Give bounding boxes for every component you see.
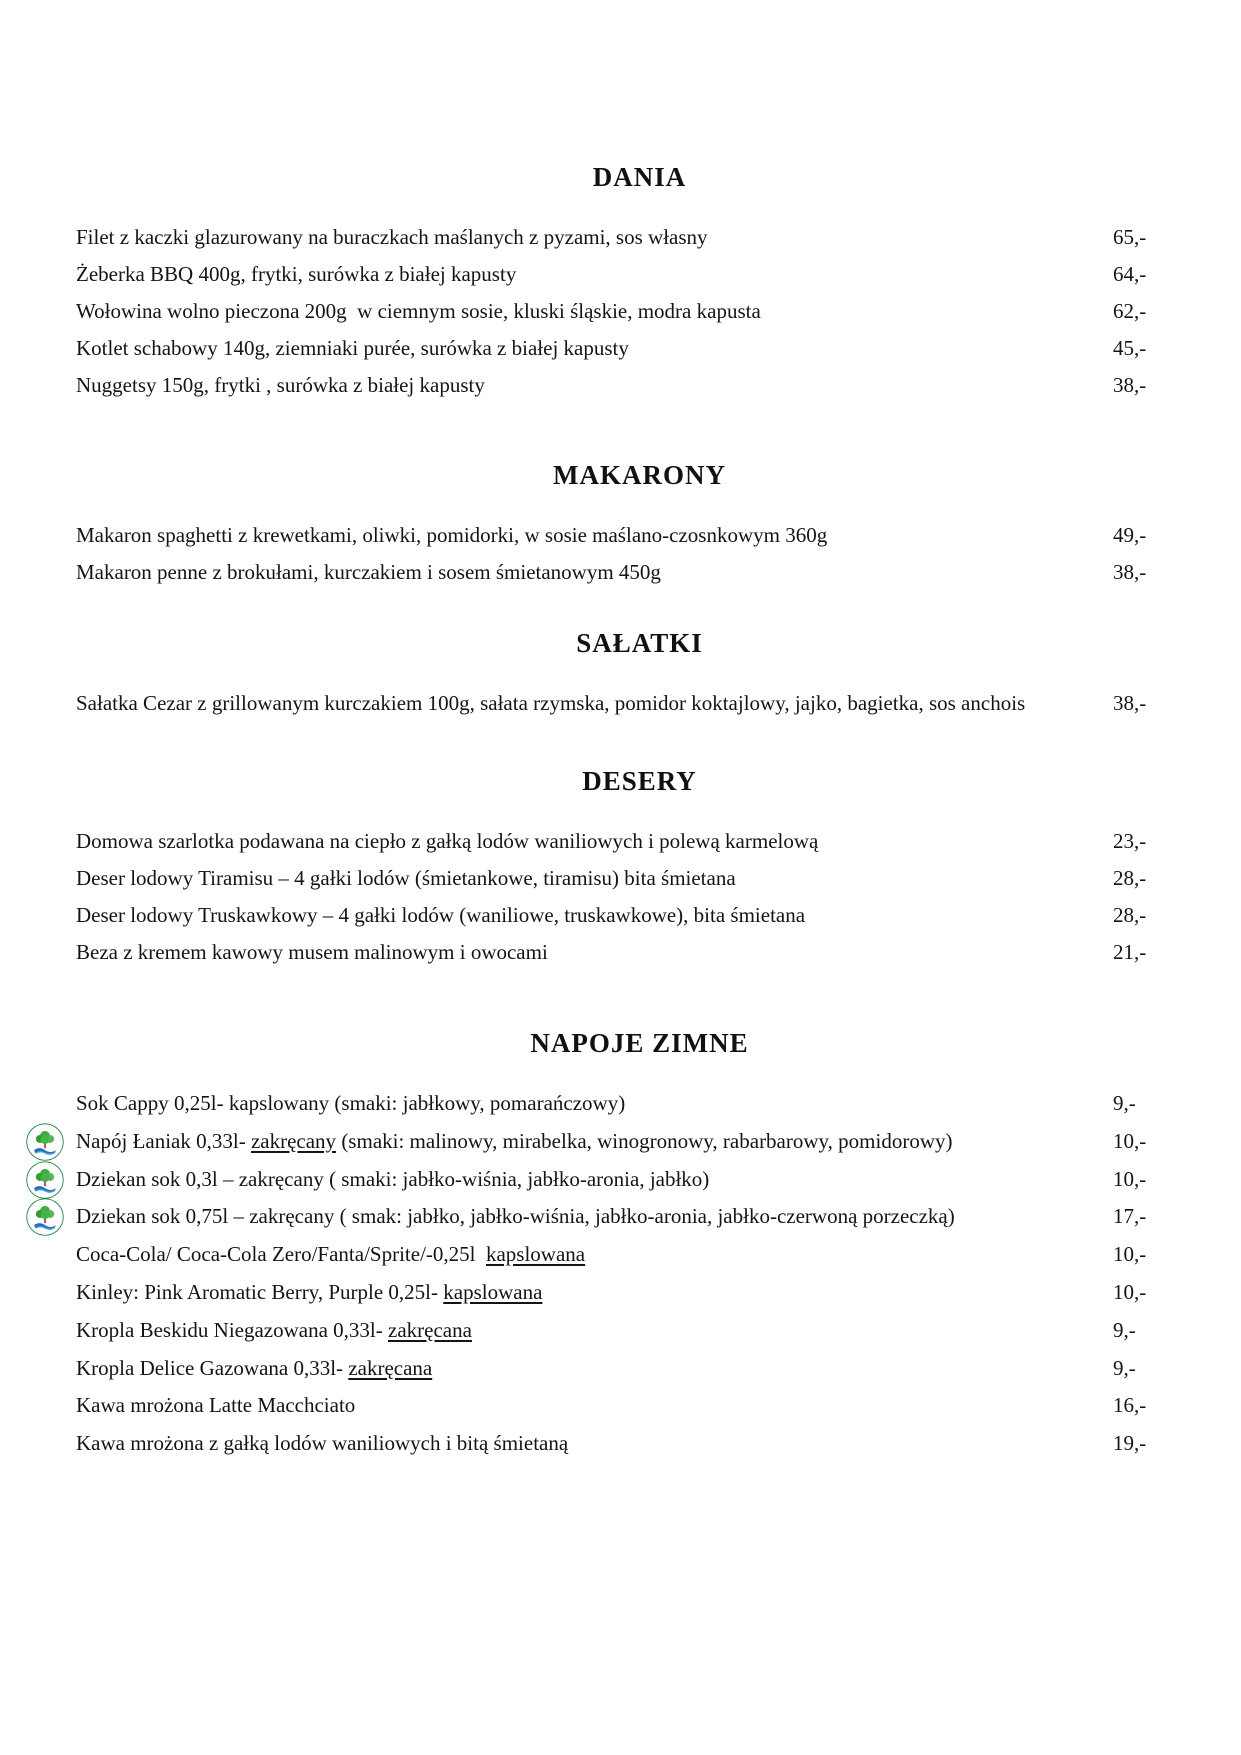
section-items: [76, 685, 1203, 722]
section-items: [76, 219, 1203, 404]
item-text: Kawa mrożona Latte Macchciato: [76, 1393, 356, 1418]
item-text: Deser lodowy Truskawkowy – 4 gałki lodów (waniliowe, truskawkowe), bita śmietana: [76, 903, 806, 927]
item-text-part: Kropla Delice Gazowana 0,33l-: [76, 1355, 349, 1380]
item-price: 10,-: [1113, 1242, 1147, 1267]
item-text: [76, 1274, 1113, 1312]
menu-item-row: [76, 934, 1203, 971]
section-title: MAKARONY: [553, 460, 726, 490]
item-text: Nuggetsy 150g, frytki , surówka z białej kapusty: [76, 373, 485, 397]
menu-item-row: [76, 219, 1203, 256]
menu-section: [76, 630, 1203, 722]
item-price: 23,-: [1113, 829, 1147, 853]
menu-item-row: [76, 897, 1203, 934]
item-text: Makaron spaghetti z krewetkami, oliwki, pomidorki, w sosie maślano-czosnkowym 360g: [76, 523, 828, 547]
item-price: 65,-: [1113, 225, 1147, 249]
item-price: 38,-: [1113, 560, 1147, 584]
item-text-part: kapslowana: [443, 1279, 543, 1304]
item-price: 49,-: [1113, 523, 1147, 547]
menu-item-row: [76, 1274, 1203, 1312]
item-text-part: zakręcany: [250, 1128, 337, 1153]
item-text: Dziekan sok 0,3l – zakręcany ( smaki: jabłko-wiśnia, jabłko-aronia, jabłko): [76, 1166, 710, 1191]
item-text: [76, 1236, 1113, 1274]
menu-item-row: [76, 1198, 1203, 1236]
section-title: DESERY: [582, 766, 697, 796]
item-price: 64,-: [1113, 262, 1147, 286]
item-text-part: (smaki: malinowy, mirabelka, winogronowy, rabarbarowy, pomidorowy): [336, 1128, 953, 1153]
menu-section: [76, 462, 1203, 591]
item-text-part: Kinley: Pink Aromatic Berry, Purple 0,25l-: [76, 1279, 444, 1304]
menu-item-row: [76, 554, 1203, 591]
item-price: 19,-: [1113, 1431, 1147, 1456]
item-price: 38,-: [1113, 691, 1147, 715]
section-items: [76, 823, 1203, 971]
menu-item-row: [76, 685, 1203, 722]
dolina-baryczy-poleca-icon: [26, 1198, 64, 1236]
menu-section: [76, 1030, 1203, 1463]
section-title: NAPOJE ZIMNE: [530, 1028, 749, 1058]
menu-item-row: [76, 1387, 1203, 1425]
section-items: [76, 1085, 1203, 1463]
item-text: Dziekan sok 0,75l – zakręcany ( smak: jabłko, jabłko-wiśnia, jabłko-aronia, jabłko-czerwoną porzeczką): [76, 1204, 955, 1229]
menu-item-row: [76, 860, 1203, 897]
menu-item-row: [76, 367, 1203, 404]
item-text: Kotlet schabowy 140g, ziemniaki purée, surówka z białej kapusty: [76, 336, 629, 360]
item-text: [76, 1123, 1113, 1161]
item-text-part: zakręcana: [348, 1355, 433, 1380]
menu-item-row: [76, 1312, 1203, 1350]
menu-item-row: [76, 1236, 1203, 1274]
menu-item-row: [76, 1123, 1203, 1161]
item-text: Filet z kaczki glazurowany na buraczkach maślanych z pyzami, sos własny: [76, 225, 708, 249]
item-text-part: kapslowana: [485, 1242, 586, 1267]
menu-item-row: [76, 1161, 1203, 1199]
menu-item-row: [76, 517, 1203, 554]
menu-item-row: [76, 330, 1203, 367]
item-price: 9,-: [1113, 1091, 1136, 1115]
section-title: DANIA: [592, 162, 687, 192]
item-text: Żeberka BBQ 400g, frytki, surówka z białej kapusty: [76, 262, 517, 286]
item-price: 21,-: [1113, 940, 1147, 964]
item-price: 38,-: [1113, 373, 1147, 397]
item-price: 28,-: [1113, 866, 1147, 890]
item-text: Sałatka Cezar z grillowanym kurczakiem 100g, sałata rzymska, pomidor koktajlowy, jajko, bagietka, sos anchois: [76, 691, 1026, 715]
dolina-baryczy-poleca-icon: [26, 1123, 64, 1161]
item-price: 10,-: [1113, 1279, 1147, 1304]
menu-item-row: [76, 1085, 1203, 1123]
menu-section: [76, 768, 1203, 971]
item-text-part: zakręcana: [388, 1317, 472, 1342]
item-price: 16,-: [1113, 1393, 1147, 1418]
item-price: 62,-: [1113, 299, 1147, 323]
item-price: 28,-: [1113, 903, 1147, 927]
menu-item-row: [76, 1425, 1203, 1463]
section-items: [76, 517, 1203, 591]
item-text: Domowa szarlotka podawana na ciepło z gałką lodów waniliowych i polewą karmelową: [76, 829, 819, 853]
item-price: 45,-: [1113, 336, 1147, 360]
item-text: Kawa mrożona z gałką lodów waniliowych i bitą śmietaną: [76, 1431, 569, 1456]
item-text: Beza z kremem kawowy musem malinowym i owocami: [76, 940, 548, 964]
item-text: Wołowina wolno pieczona 200g w ciemnym sosie, kluski śląskie, modra kapusta: [76, 299, 761, 323]
item-price: 9,-: [1113, 1355, 1136, 1380]
item-text: Deser lodowy Tiramisu – 4 gałki lodów (śmietankowe, tiramisu) bita śmietana: [76, 866, 736, 890]
menu-section: [76, 164, 1203, 404]
menu-item-row: [76, 293, 1203, 330]
item-text-part: Kropla Beskidu Niegazowana 0,33l-: [76, 1317, 388, 1342]
menu-item-row: [76, 256, 1203, 293]
item-price: 17,-: [1113, 1204, 1147, 1229]
item-text: Makaron penne z brokułami, kurczakiem i sosem śmietanowym 450g: [76, 560, 661, 584]
menu-item-row: [76, 823, 1203, 860]
item-price: 10,-: [1113, 1128, 1147, 1153]
section-title: SAŁATKI: [576, 628, 703, 658]
item-text-part: Napój Łaniak 0,33l-: [76, 1128, 251, 1153]
menu-item-row: [76, 1350, 1203, 1388]
item-price: 9,-: [1113, 1317, 1136, 1342]
item-text-part: Coca-Cola/ Coca-Cola Zero/Fanta/Sprite/-0,25l: [76, 1242, 486, 1267]
item-text: [76, 1350, 1113, 1388]
dolina-baryczy-poleca-icon: [26, 1161, 64, 1199]
item-price: 10,-: [1113, 1166, 1147, 1191]
item-text: [76, 1312, 1113, 1350]
item-text: Sok Cappy 0,25l- kapslowany (smaki: jabłkowy, pomarańczowy): [76, 1091, 626, 1115]
